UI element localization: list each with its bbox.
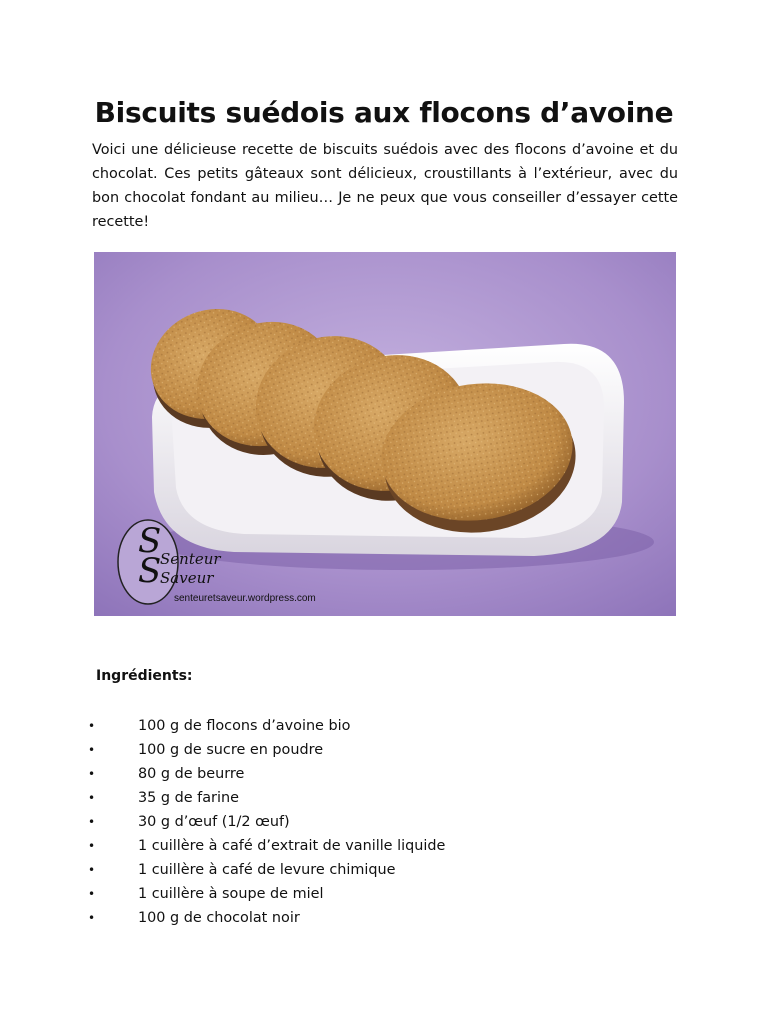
bullet-icon: •	[88, 719, 96, 733]
logo-s-mark-2: S	[138, 551, 162, 591]
list-item: • 30 g d’œuf (1/2 œuf)	[88, 810, 445, 834]
list-item: • 100 g de sucre en poudre	[88, 738, 445, 762]
website-watermark: senteuretsaveur.wordpress.com	[174, 593, 316, 604]
list-item: • 35 g de farine	[88, 786, 445, 810]
bullet-icon: •	[88, 863, 96, 877]
logo-line2: Saveur	[160, 569, 214, 587]
intro-paragraph: Voici une délicieuse recette de biscuits suédois avec des flocons d’avoine et du chocolat. Ces petits gâteaux sont délicieux, croustillants à l’extérieur, avec du bon chocolat fondant au milieu… Je ne peux que vous conseiller d’essayer cette recette!	[92, 142, 678, 230]
bullet-icon: •	[88, 791, 96, 805]
bullet-icon: •	[88, 839, 96, 853]
page-title: Biscuits suédois aux flocons d’avoine	[94, 96, 674, 129]
logo-s-mark: S	[138, 521, 162, 561]
bullet-icon: •	[88, 887, 96, 901]
list-item: • 1 cuillère à soupe de miel	[88, 882, 445, 906]
bullet-icon: •	[88, 815, 96, 829]
list-item: • 1 cuillère à café de levure chimique	[88, 858, 445, 882]
list-item: • 100 g de flocons d’avoine bio	[88, 714, 445, 738]
bullet-icon: •	[88, 767, 96, 781]
bullet-icon: •	[88, 743, 96, 757]
list-item: • 80 g de beurre	[88, 762, 445, 786]
list-item: • 1 cuillère à café d’extrait de vanille liquide	[88, 834, 445, 858]
cookies-photo	[94, 252, 676, 616]
ingredients-heading: Ingrédients:	[96, 668, 193, 684]
logo-line1: Senteur	[160, 550, 221, 568]
list-item: • 100 g de chocolat noir	[88, 906, 445, 930]
bullet-icon: •	[88, 911, 96, 925]
ingredients-list	[88, 714, 445, 930]
